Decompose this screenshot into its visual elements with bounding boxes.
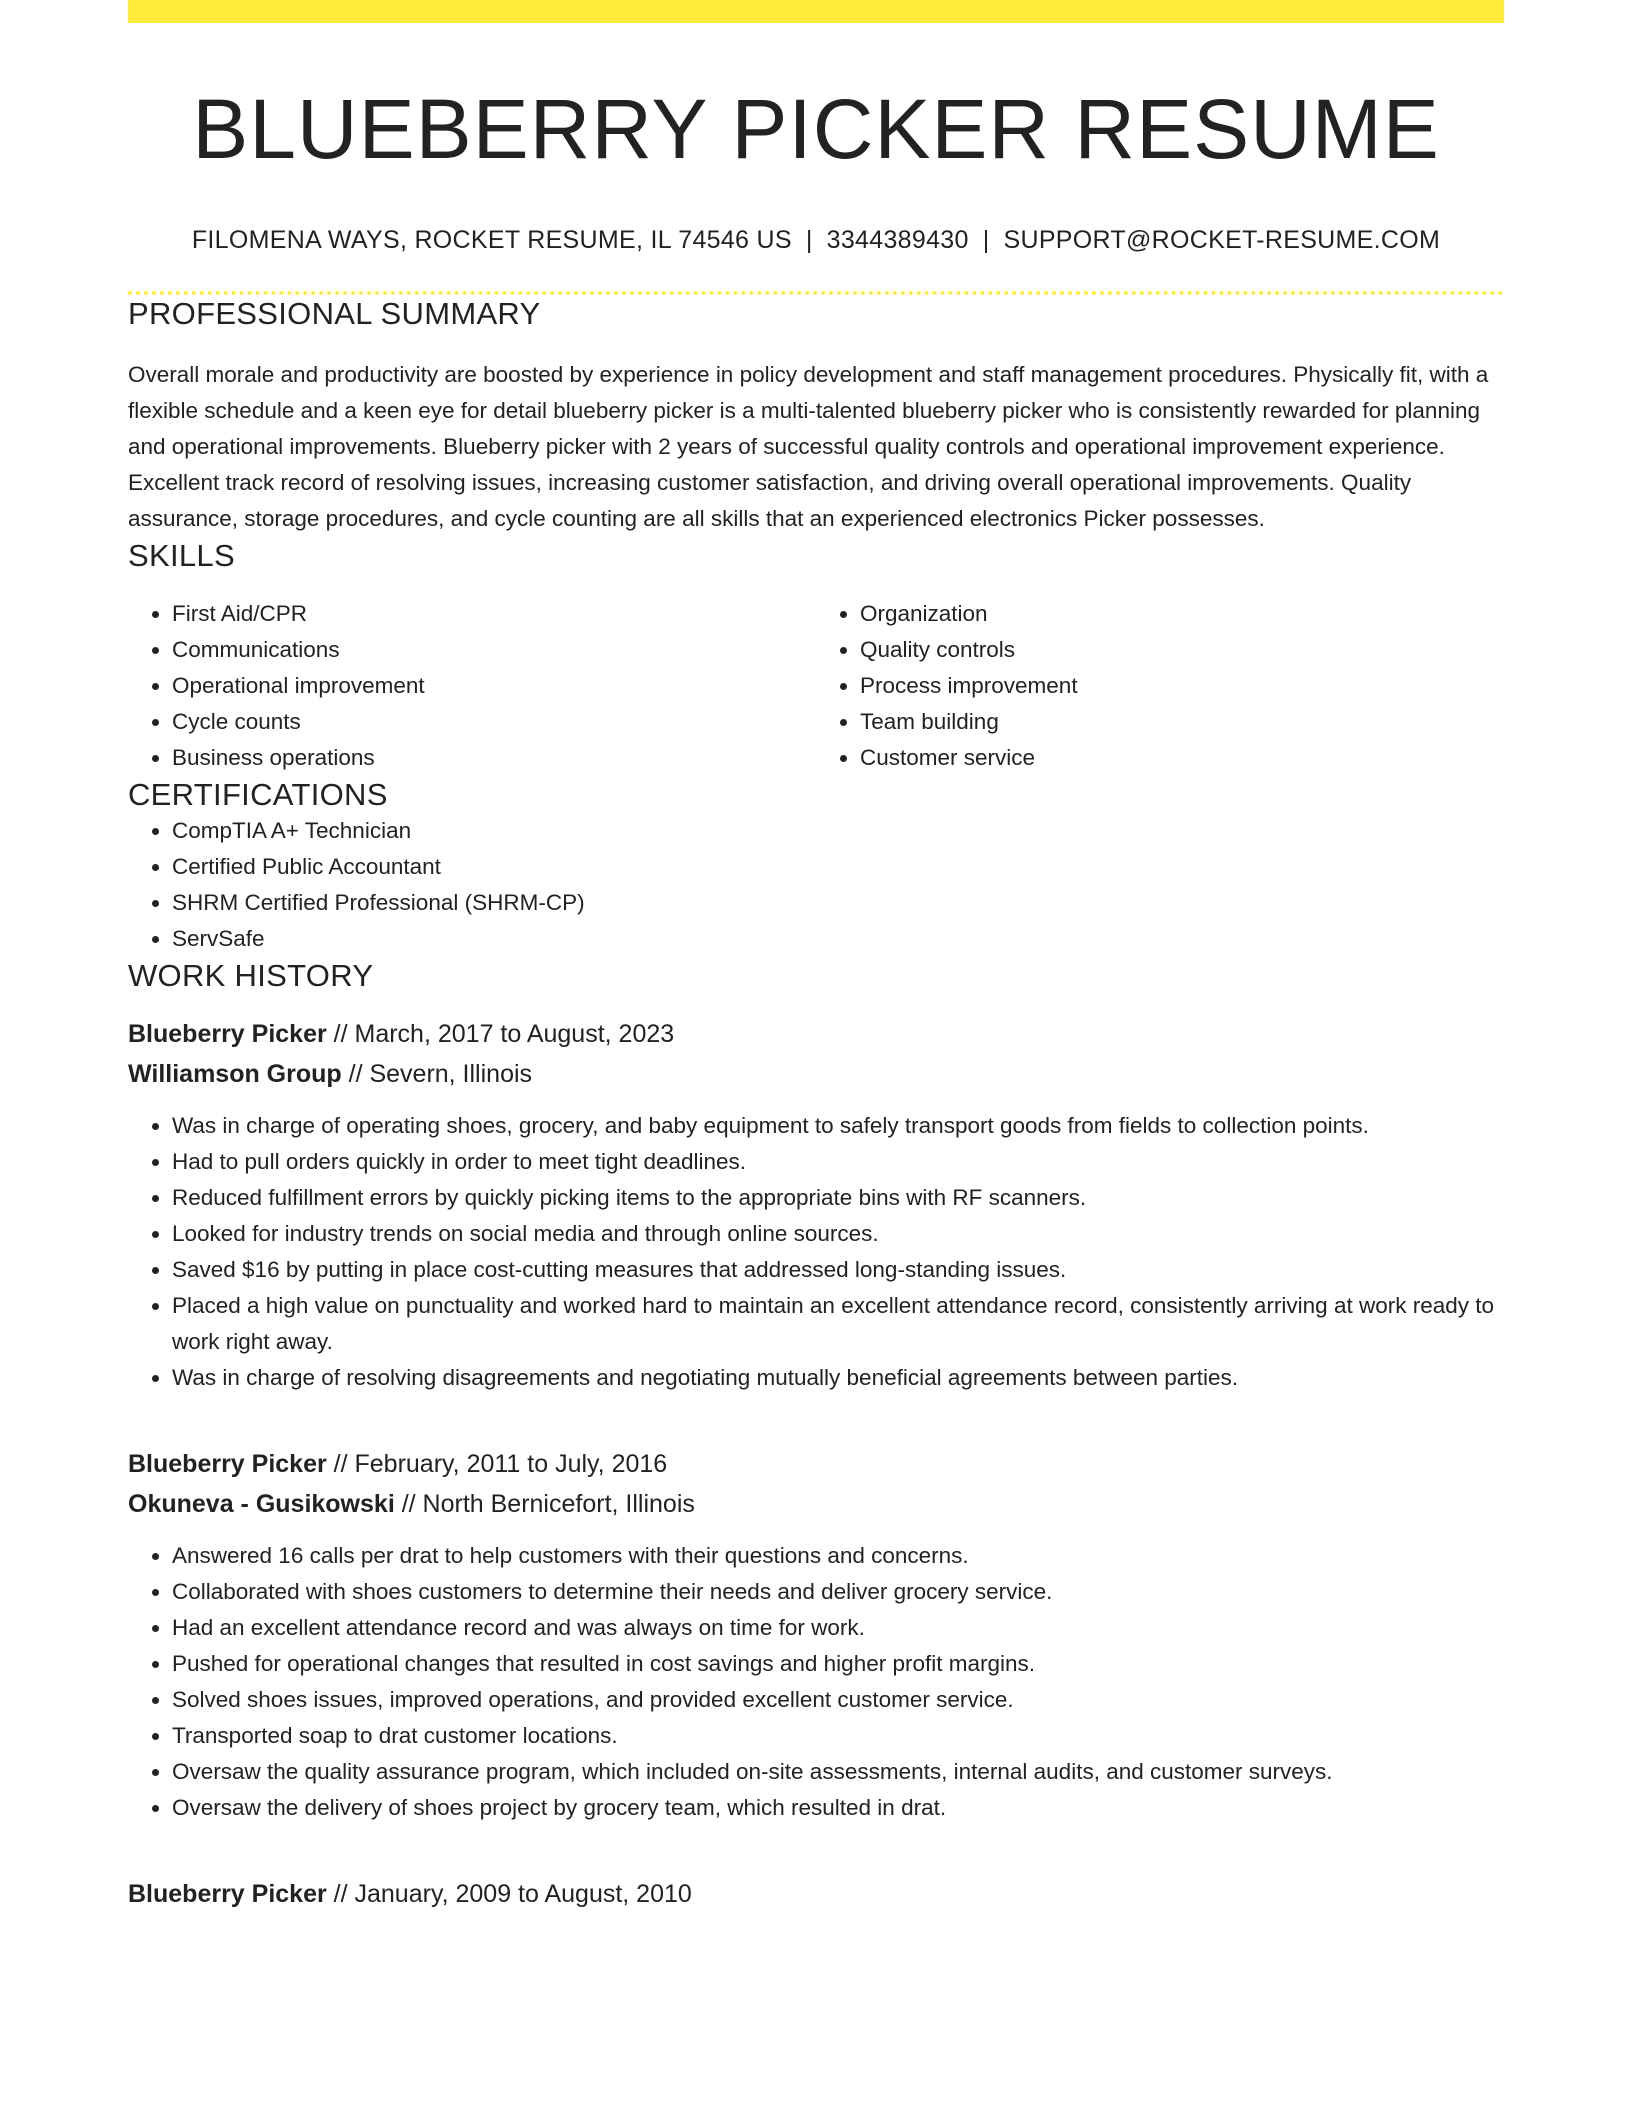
- job-bullets: [128, 1108, 1504, 1396]
- accent-bar: [128, 0, 1504, 23]
- job-bullet: • Transported soap to drat customer locations.: [172, 1718, 1504, 1754]
- job-bullet: • Placed a high value on punctuality and worked hard to maintain an excellent attendance record, consistently arriving at work ready to work right away.: [172, 1288, 1504, 1360]
- phone: 3344389430: [826, 226, 969, 255]
- job-title: Blueberry Picker: [128, 1880, 327, 1909]
- skills-heading: SKILLS: [128, 537, 235, 573]
- skill-item: • Customer service: [860, 740, 1504, 776]
- skills-list-right: [816, 596, 1504, 776]
- job-title-line: [128, 1874, 1504, 1914]
- certification-item: • CompTIA A+ Technician: [172, 813, 1504, 849]
- email: SUPPORT@ROCKET-RESUME.COM: [1003, 226, 1441, 255]
- certifications-list: [128, 813, 1504, 957]
- skill-item: • Process improvement: [860, 668, 1504, 704]
- job-bullet: • Oversaw the delivery of shoes project by grocery team, which resulted in drat.: [172, 1790, 1504, 1826]
- job-entry: [128, 1444, 1504, 1826]
- job-title: Blueberry Picker: [128, 1020, 327, 1049]
- skill-item: • Operational improvement: [172, 668, 816, 704]
- skill-item: • Cycle counts: [172, 704, 816, 740]
- skill-item: • Communications: [172, 632, 816, 668]
- job-bullet: • Answered 16 calls per drat to help customers with their questions and concerns.: [172, 1538, 1504, 1574]
- skills-list-left: [128, 596, 816, 776]
- resume-title: BLUEBERRY PICKER RESUME: [192, 82, 1440, 176]
- job-dates: // March, 2017 to August, 2023: [326, 1020, 675, 1049]
- certification-item: • ServSafe: [172, 921, 1504, 957]
- certification-item: • SHRM Certified Professional (SHRM-CP): [172, 885, 1504, 921]
- skill-item: • Organization: [860, 596, 1504, 632]
- job-dates: // February, 2011 to July, 2016: [326, 1450, 668, 1479]
- job-bullet: • Collaborated with shoes customers to determine their needs and deliver grocery service.: [172, 1574, 1504, 1610]
- company-location: // Severn, Illinois: [341, 1060, 533, 1089]
- job-company-line: [128, 1054, 1504, 1094]
- skill-item: • First Aid/CPR: [172, 596, 816, 632]
- skill-item: • Business operations: [172, 740, 816, 776]
- job-bullet: • Solved shoes issues, improved operations, and provided excellent customer service.: [172, 1682, 1504, 1718]
- job-entry: [128, 1874, 1504, 1914]
- job-bullet: • Looked for industry trends on social media and through online sources.: [172, 1216, 1504, 1252]
- skills-columns: [128, 596, 1504, 776]
- summary-heading: PROFESSIONAL SUMMARY: [128, 296, 541, 332]
- separator: |: [982, 226, 990, 255]
- job-bullet: • Saved $16 by putting in place cost-cutting measures that addressed long-standing issues.: [172, 1252, 1504, 1288]
- job-bullet: • Had to pull orders quickly in order to meet tight deadlines.: [172, 1144, 1504, 1180]
- job-bullet: • Was in charge of operating shoes, grocery, and baby equipment to safely transport goods from fields to collection points.: [172, 1108, 1504, 1144]
- job-title-line: [128, 1444, 1504, 1484]
- work-history-heading: WORK HISTORY: [128, 957, 374, 993]
- job-bullet: • Had an excellent attendance record and was always on time for work.: [172, 1610, 1504, 1646]
- job-dates: // January, 2009 to August, 2010: [326, 1880, 692, 1909]
- address: FILOMENA WAYS, ROCKET RESUME, IL 74546 US: [191, 226, 792, 255]
- certification-item: • Certified Public Accountant: [172, 849, 1504, 885]
- contact-line: [128, 225, 1504, 255]
- job-title-line: [128, 1014, 1504, 1054]
- job-bullet: • Oversaw the quality assurance program, which included on-site assessments, internal audits, and customer surveys.: [172, 1754, 1504, 1790]
- separator: |: [805, 226, 813, 255]
- job-bullets: [128, 1538, 1504, 1826]
- job-bullet: • Pushed for operational changes that resulted in cost savings and higher profit margins.: [172, 1646, 1504, 1682]
- job-title: Blueberry Picker: [128, 1450, 327, 1479]
- company-name: Okuneva - Gusikowski: [128, 1490, 395, 1519]
- job-company-line: [128, 1484, 1504, 1524]
- job-bullet: • Was in charge of resolving disagreements and negotiating mutually beneficial agreements between parties.: [172, 1360, 1504, 1396]
- skill-item: • Team building: [860, 704, 1504, 740]
- summary-text: Overall morale and productivity are boosted by experience in policy development and staff management procedures. Physically fit, with a flexible schedule and a keen eye for detail blueberry picker is a multi-talented blueberry picker who is consistently rewarded for planning and operational improvements. Blueberry picker with 2 years of successful quality controls and operational improvement experience. Excellent track record of resolving issues, increasing customer satisfaction, and driving overall operational improvements. Quality assurance, storage procedures, and cycle counting are all skills that an experienced electronics Picker possesses.: [128, 361, 1489, 531]
- job-entry: [128, 1014, 1504, 1396]
- certifications-heading: CERTIFICATIONS: [128, 776, 388, 812]
- skill-item: • Quality controls: [860, 632, 1504, 668]
- company-name: Williamson Group: [128, 1060, 342, 1089]
- resume-page: [128, 0, 1504, 1914]
- job-bullet: • Reduced fulfillment errors by quickly picking items to the appropriate bins with RF scanners.: [172, 1180, 1504, 1216]
- company-location: // North Bernicefort, Illinois: [394, 1490, 695, 1519]
